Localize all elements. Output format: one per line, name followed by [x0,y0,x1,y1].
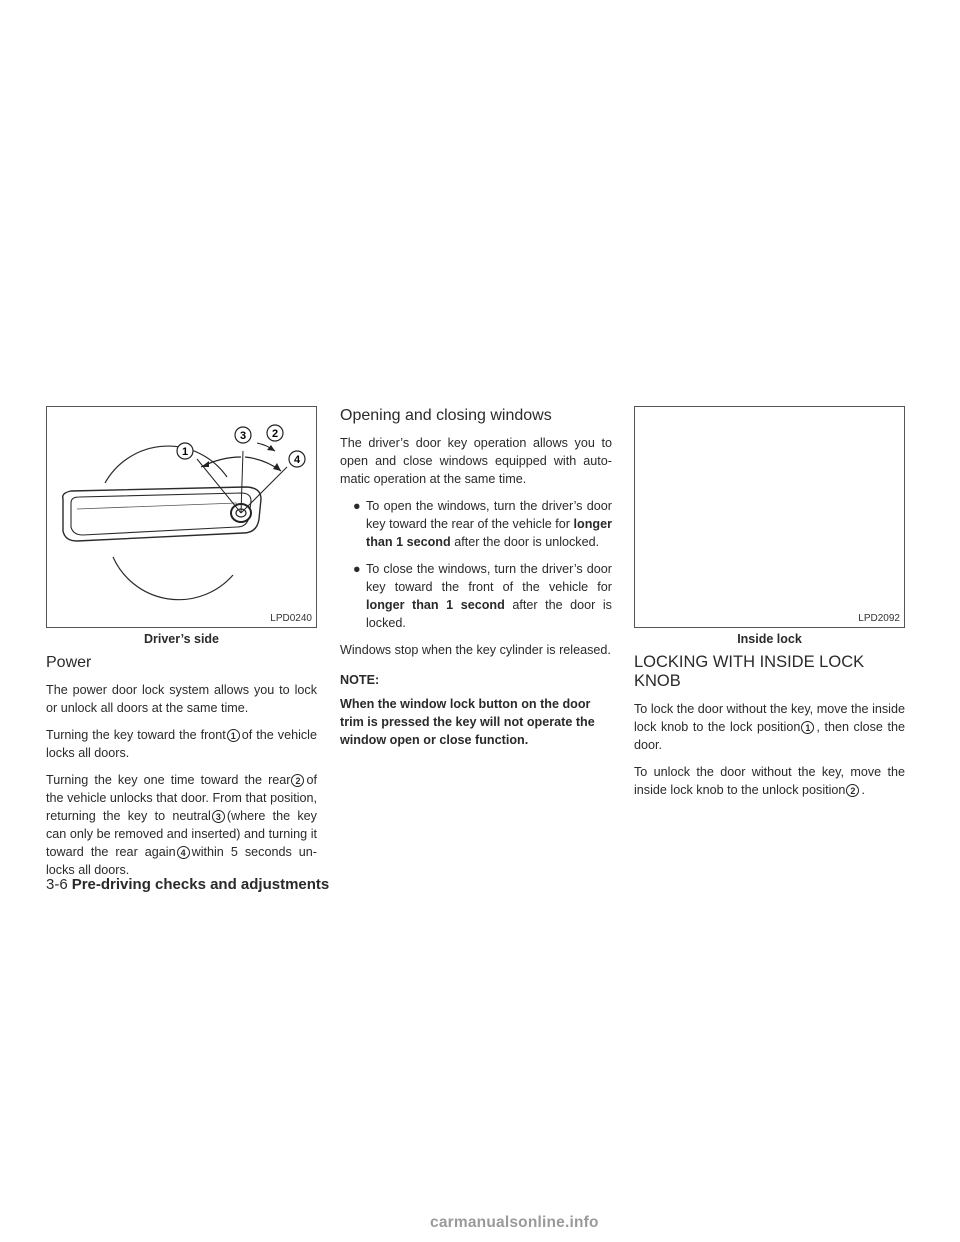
paragraph: The driver’s door key operation allows you to open and close windows equipped with auto-matic operation at the same time. [340,436,612,486]
marker-1: 1 [801,721,814,734]
paragraph: Windows stop when the key cylinder is released. [340,643,611,657]
paragraph: To lock the door without the key, move the inside lock knob to the lock position 1 , then close the door. [634,702,905,752]
bullet-icon: ● [353,499,361,513]
section-title: Pre-driving checks and adjustments [71,876,330,893]
label-2: 2 [271,428,279,440]
label-1: 1 [181,446,189,458]
marker-2: 2 [846,784,859,797]
figure-caption: Inside lock [737,632,802,646]
marker-3: 3 [212,810,225,823]
figure-code: LPD0240 [270,613,312,624]
left-column [46,406,317,888]
bullet-icon: ● [353,562,361,576]
section-heading-windows: Opening and closing windows [340,407,552,424]
figure-caption: Driver’s side [143,632,220,646]
inside-lock-figure [634,406,905,628]
drivers-side-figure [46,406,317,628]
list-item: ● To open the windows, turn the driver’s door key toward the rear of the vehicle for longer than 1 second after the door is unlocked. [353,499,613,549]
bullet-list [340,497,612,632]
note-body: When the window lock button on the door trim is pressed the key will not operate the window open or close function. [340,697,595,747]
marker-4: 4 [177,846,190,859]
marker-2: 2 [291,774,304,787]
label-3: 3 [239,430,247,442]
middle-column [340,406,612,758]
page-number: 3-6 [46,876,68,893]
paragraph: Turning the key toward the front 1 of the vehicle locks all doors. [46,728,317,760]
figure-code: LPD2092 [858,613,900,624]
page-footer [46,876,329,894]
marker-1: 1 [227,729,240,742]
paragraph: Turning the key one time toward the rear 2 of the vehicle unlocks that door. From that position, returning the key to neutral 3 (where the key can only be removed and inserted) and turning it toward the rear again 4 within 5 seconds un-locks all doors. [46,773,318,877]
section-heading-inside-lock: LOCKING WITH INSIDE LOCK KNOB [634,653,865,690]
note-heading: NOTE: [340,673,380,687]
list-item: ● To close the windows, turn the driver’s door key toward the front of the vehicle for longer than 1 second after the door is locked. [353,562,612,630]
paragraph: The power door lock system allows you to lock or unlock all doors at the same time. [46,683,317,715]
paragraph: To unlock the door without the key, move the inside lock knob to the unlock position 2 . [634,765,905,797]
section-heading-power: Power [46,654,92,671]
label-4: 4 [293,454,301,466]
watermark: carmanualsonline.info [430,1214,599,1231]
door-handle-illustration [47,407,316,627]
right-column [634,406,905,808]
